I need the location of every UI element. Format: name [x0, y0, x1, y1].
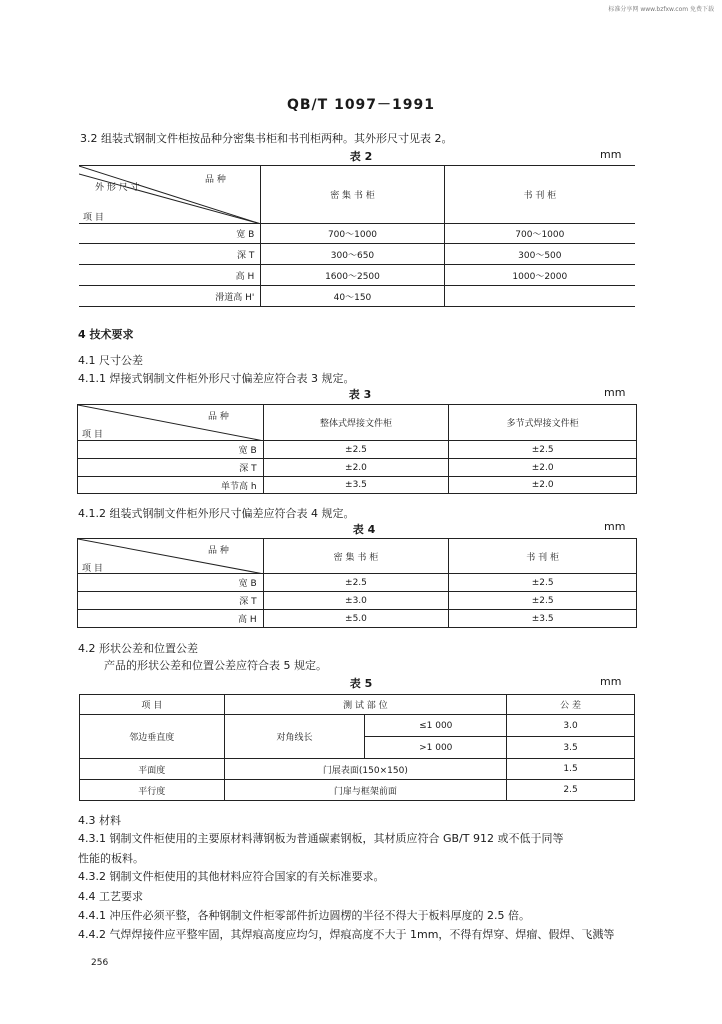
section-4-2-heading: 4.2 形状公差和位置公差	[78, 642, 198, 655]
standard-header: QB/T 1097－1991	[286, 97, 436, 113]
table-cell	[444, 286, 635, 307]
table-4-diagonal-line	[78, 539, 264, 574]
table-3	[77, 404, 637, 494]
table-cell: ±3.0	[263, 592, 449, 610]
table-cell: 2.5	[507, 780, 635, 801]
table-cell: ±2.5	[449, 441, 637, 459]
table-2-col-1: 密 集 书 柜	[261, 166, 444, 224]
table-cell: 300～500	[444, 244, 635, 265]
table-cell: ±2.0	[449, 459, 637, 477]
section-4-3-heading: 4.3 材料	[78, 814, 121, 827]
table-3-row-label: 单节高 h	[78, 477, 264, 494]
table-3-corner	[78, 405, 264, 441]
section-4-4-2-text: 4.4.2 气焊焊接件应平整牢固，其焊痕高度应均匀，焊痕高度不大于 1mm，不得有焊穿、焊瘤、假焊、飞溅等	[78, 928, 615, 941]
table-2-row-label: 深 T	[79, 244, 261, 265]
table-2	[79, 165, 635, 307]
table-row	[78, 574, 637, 592]
table-5-item-parallelism: 平行度	[80, 780, 225, 801]
table-cell: 门展表面(150×150)	[224, 759, 507, 780]
table-4-unit: mm	[604, 520, 626, 533]
table-row	[80, 715, 635, 737]
section-4-4-1-text: 4.4.1 冲压件必须平整，各种钢制文件柜零部件折边圆楞的半径不得大于板料厚度的 2.5 倍。	[78, 909, 530, 922]
page-number: 256	[91, 958, 109, 968]
table-5	[79, 694, 635, 801]
table-2-row-label: 高 H	[79, 265, 261, 286]
table-4-col-1: 密 集 书 柜	[263, 539, 449, 574]
table-cell: ±5.0	[263, 610, 449, 628]
table-cell: 1.5	[507, 759, 635, 780]
table-2-caption: 表 2	[349, 150, 373, 163]
table-row	[79, 286, 635, 307]
table-cell: 1600～2500	[261, 265, 444, 286]
table-4-corner-variety: 品 种	[208, 546, 229, 556]
table-cell: ±3.5	[263, 477, 449, 494]
table-3-corner-item: 项 目	[82, 430, 103, 440]
table-cell: ±2.0	[263, 459, 449, 477]
section-4-3-1-text-line-1: 4.3.1 钢制文件柜使用的主要原材料薄钢板为普通碳素钢板，其材质应符合 GB/T 912 或不低于同等	[78, 832, 564, 845]
table-3-unit: mm	[604, 386, 626, 399]
table-row	[79, 224, 635, 244]
table-2-col-2: 书 刊 柜	[444, 166, 635, 224]
table-4-corner	[78, 539, 264, 574]
table-cell: ±2.0	[449, 477, 637, 494]
table-cell: 3.5	[507, 737, 635, 759]
table-2-corner-dimension: 外 形 尺 寸	[95, 183, 140, 193]
table-2-corner	[79, 166, 261, 224]
table-5-item-perpendicularity: 邻边垂直度	[80, 715, 225, 759]
table-cell: 3.0	[507, 715, 635, 737]
watermark: 标准分享网 www.bzfxw.com 免费下载	[608, 6, 714, 13]
table-4-row-label: 高 H	[78, 610, 264, 628]
section-4-2-text: 产品的形状公差和位置公差应符合表 5 规定。	[104, 659, 327, 672]
table-5-position-diagonal: 对角线长	[224, 715, 365, 759]
table-3-col-2: 多节式焊接文件柜	[449, 405, 637, 441]
table-4-row-label: 宽 B	[78, 574, 264, 592]
table-4-row-label: 深 T	[78, 592, 264, 610]
table-5-unit: mm	[600, 675, 622, 688]
table-2-row-label: 滑道高 H'	[79, 286, 261, 307]
table-row	[78, 610, 637, 628]
section-3-2-text: 3.2 组装式钢制文件柜按品种分密集书柜和书刊柜两种。其外形尺寸见表 2。	[80, 132, 453, 145]
table-5-caption: 表 5	[349, 677, 373, 690]
table-5-item-flatness: 平面度	[80, 759, 225, 780]
section-4-1-2-text: 4.1.2 组装式钢制文件柜外形尺寸偏差应符合表 4 规定。	[78, 507, 355, 520]
table-4-corner-item: 项 目	[82, 564, 103, 574]
table-row	[80, 759, 635, 780]
table-row	[78, 441, 637, 459]
table-2-unit: mm	[600, 148, 622, 161]
table-cell: ±2.5	[263, 574, 449, 592]
table-5-header-item: 项 目	[80, 695, 225, 715]
table-cell: 40～150	[261, 286, 444, 307]
table-cell: ±3.5	[449, 610, 637, 628]
table-3-diagonal-line	[78, 405, 264, 441]
table-3-row-label: 深 T	[78, 459, 264, 477]
table-row	[79, 265, 635, 286]
table-cell: ±2.5	[263, 441, 449, 459]
table-3-caption: 表 3	[348, 388, 372, 401]
table-cell: 1000～2000	[444, 265, 635, 286]
table-2-corner-variety: 品 种	[205, 175, 226, 185]
table-row	[80, 780, 635, 801]
table-4-caption: 表 4	[352, 523, 376, 536]
section-4-3-2-text: 4.3.2 钢制文件柜使用的其他材料应符合国家的有关标准要求。	[78, 870, 385, 883]
table-2-corner-item: 项 目	[83, 213, 104, 223]
table-row	[79, 244, 635, 265]
section-4-1-heading: 4.1 尺寸公差	[78, 354, 143, 367]
table-2-diagonal-lines	[79, 166, 261, 224]
table-4-col-2: 书 刊 柜	[449, 539, 637, 574]
table-cell: >1 000	[365, 737, 507, 759]
table-row	[78, 459, 637, 477]
section-4-heading: 4 技术要求	[78, 328, 134, 341]
table-3-corner-variety: 品 种	[208, 412, 229, 422]
section-4-4-heading: 4.4 工艺要求	[78, 890, 143, 903]
table-cell: 300～650	[261, 244, 444, 265]
table-cell: ±2.5	[449, 592, 637, 610]
table-cell: ±2.5	[449, 574, 637, 592]
table-cell: ≤1 000	[365, 715, 507, 737]
table-cell: 门扉与框架前面	[224, 780, 507, 801]
section-4-1-1-text: 4.1.1 焊接式钢制文件柜外形尺寸偏差应符合表 3 规定。	[78, 372, 355, 385]
table-5-header-position: 测 试 部 位	[224, 695, 507, 715]
table-5-header-tolerance: 公 差	[507, 695, 635, 715]
table-3-row-label: 宽 B	[78, 441, 264, 459]
table-cell: 700～1000	[444, 224, 635, 244]
section-4-3-1-text-line-2: 性能的板料。	[78, 852, 144, 865]
table-cell: 700～1000	[261, 224, 444, 244]
table-row	[78, 477, 637, 494]
table-4	[77, 538, 637, 628]
table-3-col-1: 整体式焊接文件柜	[263, 405, 449, 441]
table-2-row-label: 宽 B	[79, 224, 261, 244]
table-row	[78, 592, 637, 610]
